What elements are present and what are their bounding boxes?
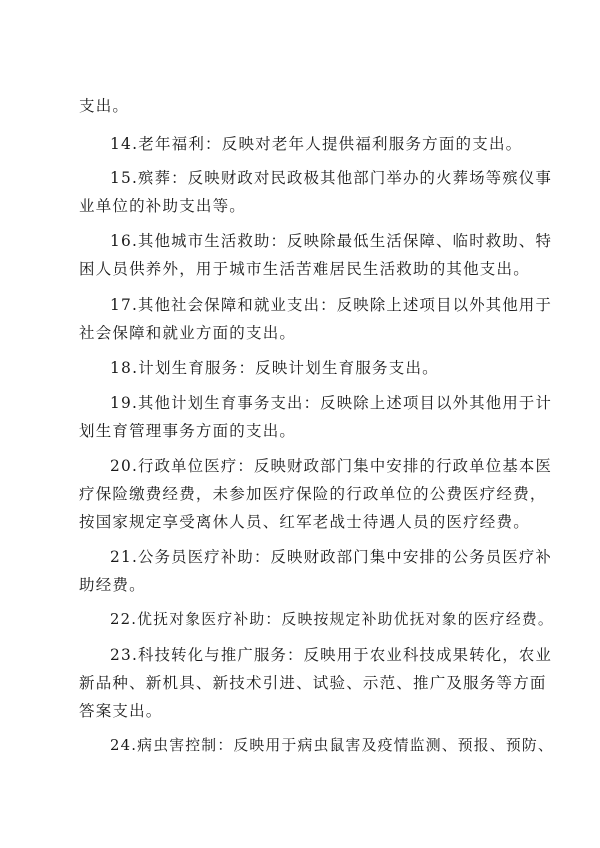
text-line: 困人员供养外，用于城市生活苦难居民生活救助的其他支出。: [79, 260, 530, 278]
item-23-heading: 23.科技转化与推广服务：反映用于农业科技成果转化，农业: [110, 646, 553, 664]
text-line: 助经费。: [79, 576, 146, 594]
item-19-heading: 19.其他计划生育事务支出：反映除上述项目以外其他用于计: [110, 394, 553, 412]
item-20-heading: 20.行政单位医疗：反映财政部门集中安排的行政单位基本医: [110, 457, 553, 475]
item-15-heading: 15.殡葬：反映财政对民政极其他部门举办的火葬场等殡仪事: [110, 169, 553, 187]
item-14-heading: 14.老年福利：反映对老年人提供福利服务方面的支出。: [110, 135, 523, 153]
text-line: 疗保险缴费经费，未参加医疗保险的行政单位的公费医疗经费，: [79, 485, 547, 503]
text-line: 按国家规定享受离休人员、红军老战士待遇人员的医疗经费。: [79, 513, 530, 531]
item-17-heading: 17.其他社会保障和就业支出：反映除上述项目以外其他用于: [110, 296, 553, 314]
item-18-heading: 18.计划生育服务：反映计划生育服务支出。: [110, 359, 439, 377]
text-line: 业单位的补助支出等。: [79, 197, 247, 215]
text-line: 新品种、新机具、新技术引进、试验、示范、推广及服务等方面: [79, 674, 547, 692]
text-line: 社会保障和就业方面的支出。: [79, 324, 297, 342]
item-24-heading: 24.病虫害控制：反映用于病虫鼠害及疫情监测、预报、预防、: [110, 737, 554, 754]
text-line: 答案支出。: [79, 702, 163, 720]
item-21-heading: 21.公务员医疗补助：反映财政部门集中安排的公务员医疗补: [110, 548, 553, 566]
text-line: 划生育管理事务方面的支出。: [79, 422, 297, 440]
item-16-heading: 16.其他城市生活救助：反映除最低生活保障、临时救助、特: [110, 232, 553, 250]
item-22-heading: 22.优抚对象医疗补助：反映按规定补助优抚对象的医疗经费。: [110, 611, 554, 628]
text-line: 支出。: [79, 97, 130, 115]
